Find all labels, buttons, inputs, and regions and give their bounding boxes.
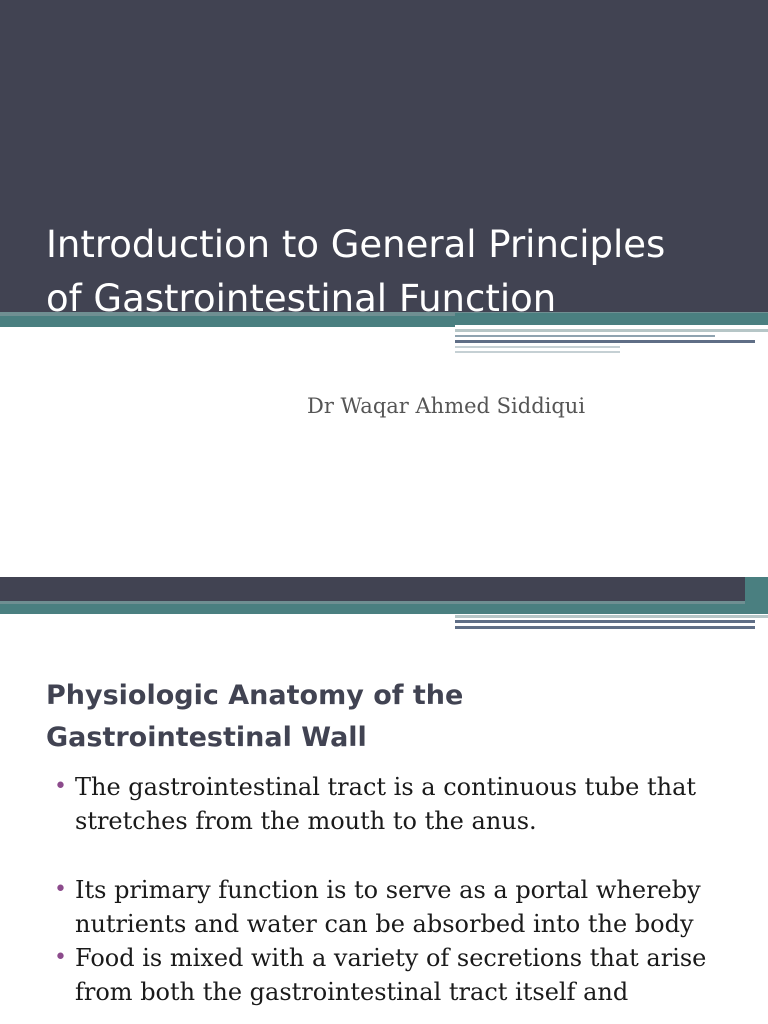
bullet-list (54, 770, 754, 1009)
title-line-2: Gastrointestinal Wall (46, 722, 367, 753)
stripe-1 (455, 615, 768, 618)
bullet-icon: • (54, 774, 67, 799)
bullet-line: from both the gastrointestinal tract itself and (75, 978, 629, 1006)
slide-title (46, 675, 746, 759)
bullet-item (54, 941, 754, 1009)
bullet-icon: • (54, 877, 67, 902)
stripe-2 (455, 335, 715, 337)
bullet-line: nutrients and water can be absorbed into the body (75, 910, 694, 938)
stripe-2 (455, 620, 755, 623)
stripe-3 (455, 626, 755, 629)
title-line-1: Physiologic Anatomy of the (46, 680, 464, 711)
bullet-line: Food is mixed with a variety of secretions that arise (75, 944, 707, 972)
bullet-line: Its primary function is to serve as a portal whereby (75, 876, 701, 904)
bullet-line: The gastrointestinal tract is a continuous tube that (75, 773, 697, 801)
slide-title (46, 218, 761, 326)
stripe-1 (455, 329, 768, 332)
bullet-icon: • (54, 945, 67, 970)
bullet-line: stretches from the mouth to the anus. (75, 807, 537, 835)
teal-band (0, 604, 768, 614)
title-line-2: of Gastrointestinal Function (46, 277, 557, 320)
header-band (0, 577, 768, 601)
bullet-item (54, 873, 754, 941)
author-subtitle: Dr Waqar Ahmed Siddiqui (307, 394, 586, 418)
slide-gap (0, 560, 768, 577)
teal-corner (745, 577, 768, 614)
bullet-item (54, 770, 754, 838)
content-slide (0, 577, 768, 1024)
title-line-1: Introduction to General Principles (46, 223, 666, 266)
stripe-3 (455, 340, 755, 343)
stripe-4 (455, 346, 620, 348)
stripe-5 (455, 351, 620, 353)
